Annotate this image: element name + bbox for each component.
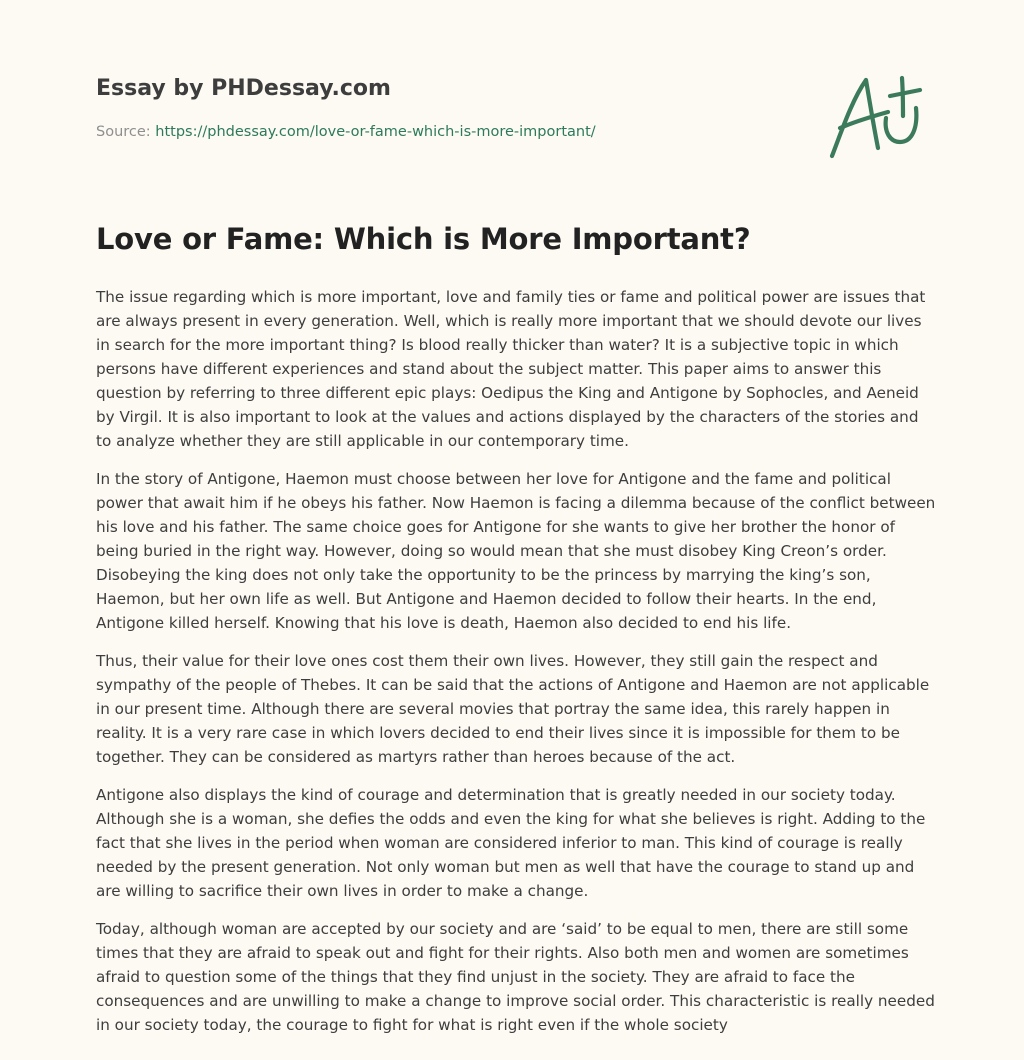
essay-paragraph: Thus, their value for their love ones cost them their own lives. However, they still gain the respect and sympathy of the people of Thebes. It can be said that the actions of Antigone and Haemon are not applicable in our present time. Although there are several movies that portray the same idea, this rarely happen in reality. It is a very rare case in which lovers decided to end their lives since it is impossible for them to be together. They can be considered as martyrs rather than heroes because of the act. bbox=[96, 652, 930, 766]
essay-paragraph: Antigone also displays the kind of courage and determination that is greatly needed in our society today. Although she is a woman, she defies the odds and even the king for what she believes is right. Adding to the fact that she lives in the period when woman are considered inferior to man. This kind of courage is really needed by the present generation. Not only woman but men as well that have the courage to stand up and are willing to sacrifice their own lives in order to make a change. bbox=[96, 786, 926, 900]
essay-paragraph: The issue regarding which is more important, love and family ties or fame and political power are issues that are always present in every generation. Well, which is really more important that we should devote our lives in search for the more important thing? Is blood really thicker than water? It is a subjective topic in which persons have different experiences and stand about the subject matter. This paper aims to answer this question by referring to three different epic plays: Oedipus the King and Antigone by Sophocles, and Aeneid by Virgil. It is also important to look at the values and actions displayed by the characters of the stories and to analyze whether they are still applicable in our contemporary time. bbox=[96, 288, 926, 450]
essay-title: Love or Fame: Which is More Important? bbox=[96, 222, 751, 256]
source-line bbox=[96, 124, 596, 140]
source-label: Source: bbox=[96, 124, 151, 140]
a-plus-grade-icon bbox=[826, 70, 926, 164]
source-link[interactable]: https://phdessay.com/love-or-fame-which-is-more-important/ bbox=[155, 124, 596, 140]
essay-paragraph: In the story of Antigone, Haemon must choose between her love for Antigone and the fame and political power that await him if he obeys his father. Now Haemon is facing a dilemma because of the conflict between his love and his father. The same choice goes for Antigone for she wants to give her brother the honor of being buried in the right way. However, doing so would mean that she must disobey King Creon’s order. Disobeying the king does not only take the opportunity to be the princess by marrying the king’s son, Haemon, but her own life as well. But Antigone and Haemon decided to follow their hearts. In the end, Antigone killed herself. Knowing that his love is death, Haemon also decided to end his life. bbox=[96, 470, 936, 632]
site-brand: Essay by PHDessay.com bbox=[96, 76, 391, 101]
essay-paragraph: Today, although woman are accepted by our society and are ‘said’ to be equal to men, there are still some times that they are afraid to speak out and fight for their rights. Also both men and women are sometimes afraid to question some of the things that they find unjust in the society. They are afraid to face the consequences and are unwilling to make a change to improve social order. This characteristic is really needed in our society today, the courage to fight for what is right even if the whole society bbox=[96, 920, 935, 1034]
essay-body bbox=[96, 285, 936, 1051]
